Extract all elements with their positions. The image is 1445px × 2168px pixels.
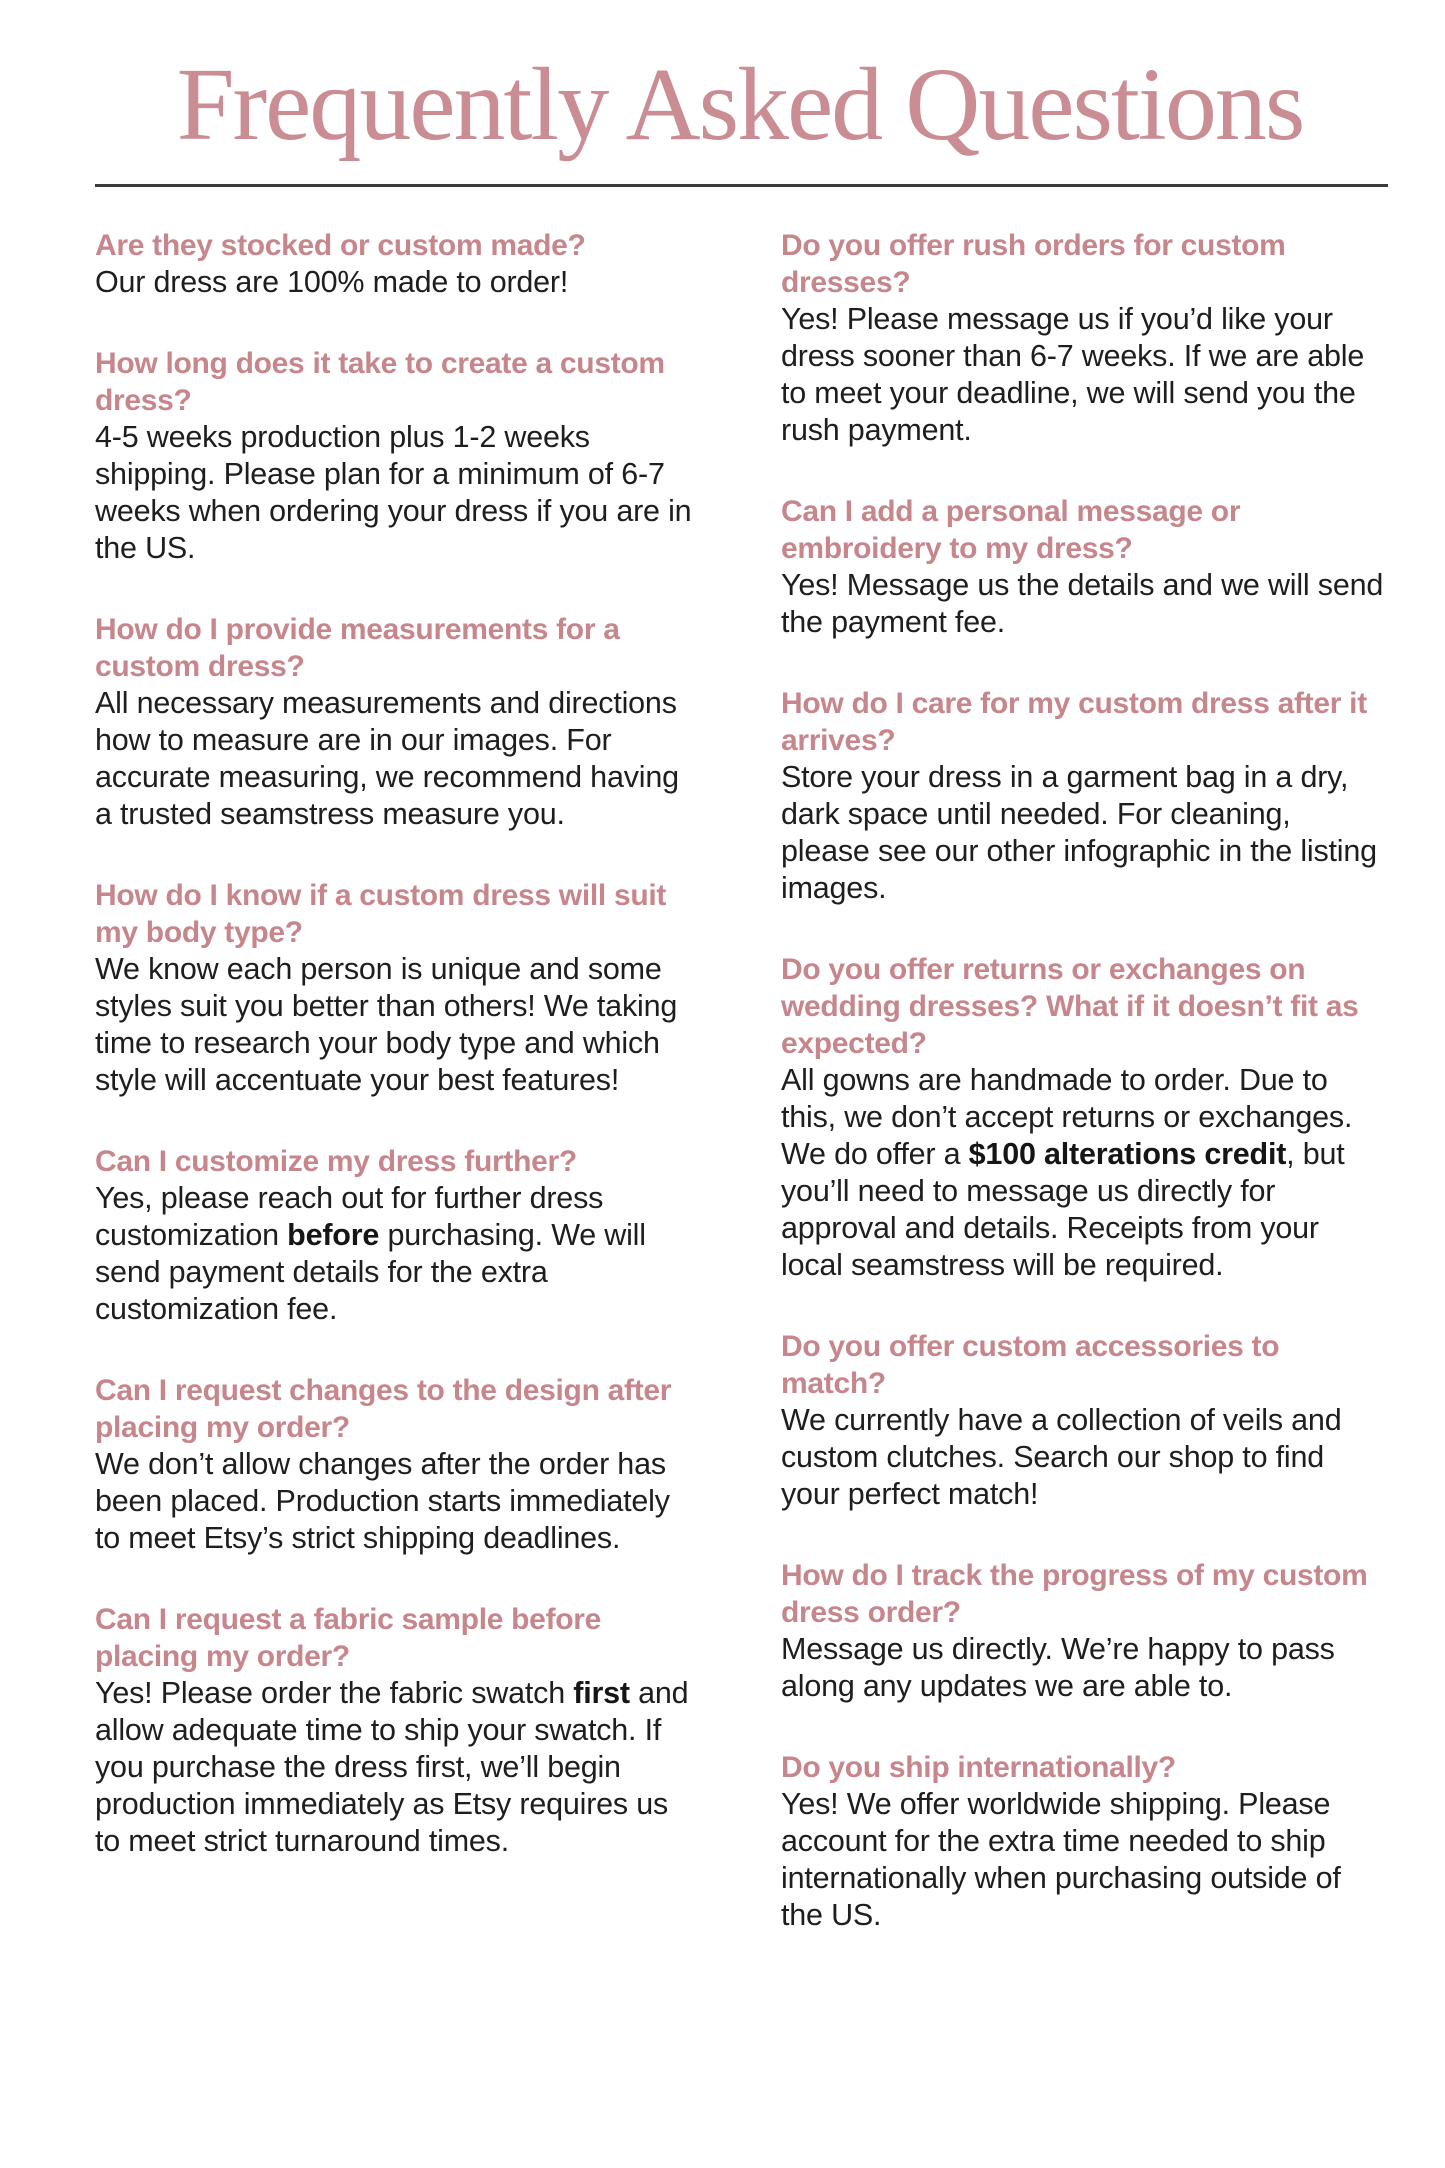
answer-text: purchasing. We will send payment details for the extra customization fee.: [95, 1218, 646, 1326]
faq-question: Do you ship internationally?: [781, 1751, 1176, 1784]
answer-text: , but you’ll need to message us directly for approval and details. Receipts from your local seamstress will be required.: [781, 1137, 1345, 1282]
faq-columns: [95, 227, 1384, 1978]
answer-text: 4-5 weeks production plus 1-2 weeks shipping. Please plan for a minimum of 6-7 weeks when ordering your dress if you are in the US.: [95, 420, 692, 565]
faq-question: Can I customize my dress further?: [95, 1145, 577, 1178]
faq-question: Do you offer returns or exchanges on wedding dresses? What if it doesn’t fit as expected?: [781, 953, 1359, 1060]
answer-text: All gowns are handmade to order. Due to this, we don’t accept returns or exchanges. We do offer a: [781, 1063, 1353, 1171]
faq-question: Do you offer custom accessories to match?: [781, 1330, 1280, 1400]
faq-item: [781, 1749, 1385, 1934]
faq-question: Are they stocked or custom made?: [95, 229, 586, 262]
faq-answer: [95, 951, 699, 1099]
faq-question: Can I request a fabric sample before placing my order?: [95, 1603, 602, 1673]
answer-text: Store your dress in a garment bag in a dry, dark space until needed. For cleaning, please see our other infographic in the listing images.: [781, 760, 1377, 905]
answer-bold-text: before: [287, 1218, 380, 1252]
faq-question: How do I provide measurements for a custom dress?: [95, 613, 620, 683]
faq-answer: [95, 1180, 699, 1328]
faq-answer: [781, 1402, 1385, 1513]
faq-answer: [95, 419, 699, 567]
faq-answer: [95, 1446, 699, 1557]
answer-text: Our dress are 100% made to order!: [95, 265, 569, 299]
answer-text: We know each person is unique and some styles suit you better than others! We taking time to research your body type and which style will accentuate your best features!: [95, 952, 678, 1097]
answer-text: and allow adequate time to ship your swatch. If you purchase the dress first, we’ll begin production immediately as Etsy requires us to meet strict turnaround times.: [95, 1676, 689, 1858]
faq-column-right: [781, 227, 1385, 1978]
faq-question: Can I add a personal message or embroidery to my dress?: [781, 495, 1241, 565]
faq-item: [781, 493, 1385, 641]
answer-text: Message us directly. We’re happy to pass along any updates we are able to.: [781, 1632, 1335, 1703]
faq-item: [781, 951, 1385, 1284]
page-title: Frequently Asked Questions: [176, 47, 1304, 162]
answer-text: Yes! Please order the fabric swatch: [95, 1676, 574, 1710]
faq-item: [781, 685, 1385, 907]
answer-text: We currently have a collection of veils and custom clutches. Search our shop to find your perfect match!: [781, 1403, 1342, 1511]
answer-text: We don’t allow changes after the order has been placed. Production starts immediately to meet Etsy’s strict shipping deadlines.: [95, 1447, 670, 1555]
faq-answer: [95, 264, 699, 301]
faq-item: [781, 227, 1385, 449]
faq-item: [781, 1328, 1385, 1513]
faq-item: [95, 1601, 699, 1860]
faq-answer: [781, 1786, 1385, 1934]
faq-question: How do I know if a custom dress will suit my body type?: [95, 879, 667, 949]
faq-question: How do I track the progress of my custom dress order?: [781, 1559, 1368, 1629]
faq-question: Do you offer rush orders for custom dresses?: [781, 229, 1286, 299]
faq-answer: [781, 759, 1385, 907]
faq-item: [95, 1372, 699, 1557]
faq-item: [95, 877, 699, 1099]
faq-question: How do I care for my custom dress after it arrives?: [781, 687, 1367, 757]
answer-text: Yes, please reach out for further dress customization: [95, 1181, 604, 1252]
faq-answer: [781, 567, 1385, 641]
faq-question: Can I request changes to the design after placing my order?: [95, 1374, 672, 1444]
faq-item: [781, 1557, 1385, 1705]
answer-bold-text: $100 alterations credit: [968, 1137, 1287, 1171]
faq-item: [95, 345, 699, 567]
faq-item: [95, 1143, 699, 1328]
answer-bold-text: first: [573, 1676, 630, 1710]
faq-answer: [95, 685, 699, 833]
answer-text: Yes! Please message us if you’d like your dress sooner than 6-7 weeks. If we are able to meet your deadline, we will send you the rush payment.: [781, 302, 1365, 447]
faq-question: How long does it take to create a custom dress?: [95, 347, 665, 417]
faq-answer: [95, 1675, 699, 1860]
answer-text: Yes! We offer worldwide shipping. Please account for the extra time needed to ship internationally when purchasing outside of the US.: [781, 1787, 1341, 1932]
faq-item: [95, 611, 699, 833]
faq-answer: [781, 1062, 1385, 1284]
answer-text: All necessary measurements and directions how to measure are in our images. For accurate measuring, we recommend having a trusted seamstress measure you.: [95, 686, 679, 831]
faq-item: [95, 227, 699, 301]
faq-answer: [781, 301, 1385, 449]
faq-column-left: [95, 227, 699, 1978]
faq-answer: [781, 1631, 1385, 1705]
answer-text: Yes! Message us the details and we will send the payment fee.: [781, 568, 1384, 639]
title-divider: [95, 184, 1388, 187]
